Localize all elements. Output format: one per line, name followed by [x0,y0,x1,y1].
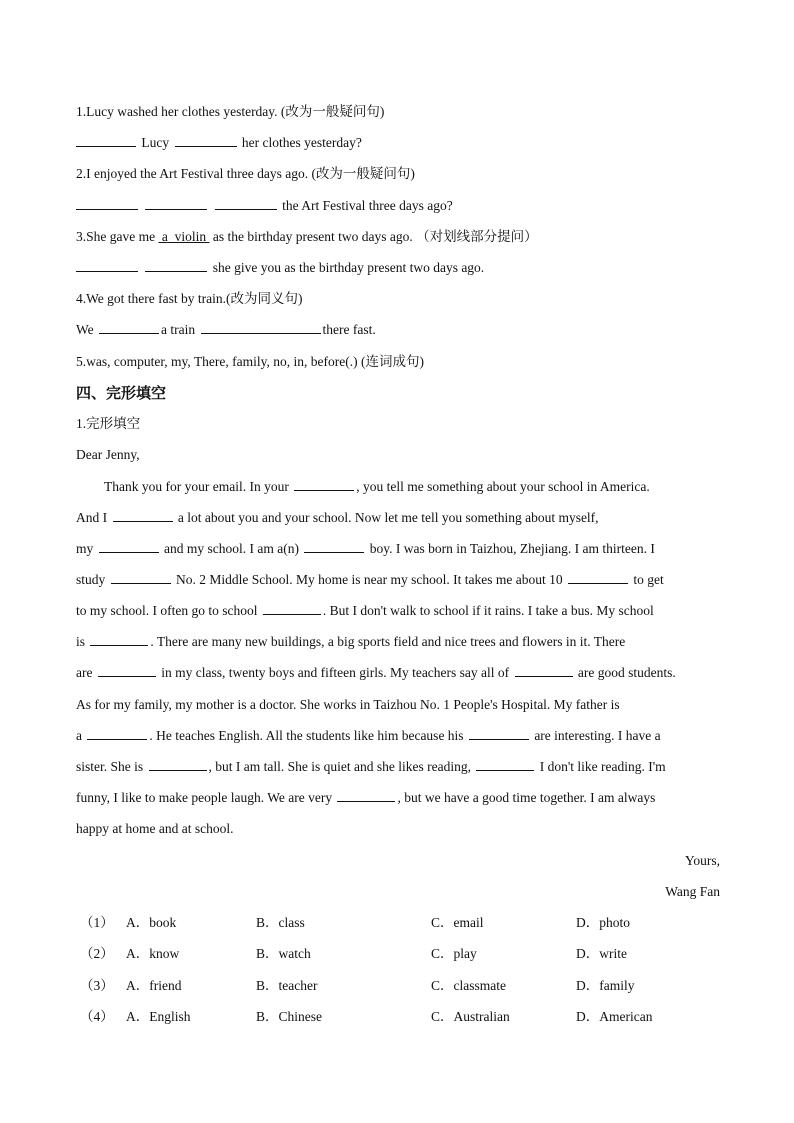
q4-tail-text: there fast. [322,322,376,337]
cloze-blank-8[interactable] [90,633,148,646]
letter-line-1: Thank you for your email. In your , you tell me something about your school in America. [104,479,650,494]
q3-answer-line [76,259,484,277]
q1-tail-text: her clothes yesterday? [241,135,362,150]
question-number: （3） [80,978,114,993]
q2-answer-line [76,197,453,215]
option-d[interactable]: D．write [576,946,627,961]
cloze-blank-14[interactable] [476,758,534,771]
cloze-blank-6[interactable] [568,571,628,584]
q4-answer-line [76,321,376,339]
cloze-heading: 1.完形填空 [76,416,141,431]
cloze-blank-5[interactable] [111,571,171,584]
letter-line-5: to my school. I often go to school . But I don't walk to school if it rains. I take a bus. My school [76,603,654,618]
letter-line-8: As for my family, my mother is a doctor. She works in Taizhou No. 1 People's Hospital. My father is [76,697,620,712]
q3-prompt-post: as the birthday present two days ago. （对划线部分提问） [209,229,538,244]
answer-blank[interactable] [76,134,136,147]
letter-signature: Wang Fan [665,884,720,899]
letter-line-6: is . There are many new buildings, a big sports field and nice trees and flowers in it. There [76,634,626,649]
letter-line-2: And I a lot about you and your school. Now let me tell you something about myself, [76,510,599,525]
q3-prompt [76,228,538,246]
option-a[interactable]: A．English [126,1009,191,1024]
option-b[interactable]: B．teacher [256,978,318,993]
letter-line-9: a . He teaches English. All the students like him because his are interesting. I have a [76,728,661,743]
option-c[interactable]: C．classmate [431,978,506,993]
q1-prompt: 1.Lucy washed her clothes yesterday. (改为一般疑问句) [76,104,385,119]
option-c[interactable]: C．play [431,946,477,961]
cloze-blank-7[interactable] [263,602,321,615]
q1-mid-text: Lucy [141,135,170,150]
letter-line-10: sister. She is , but I am tall. She is quiet and she likes reading, I don't like reading. I'm [76,759,666,774]
q4-prompt: 4.We got there fast by train.(改为同义句) [76,291,303,306]
option-a[interactable]: A．book [126,915,177,930]
q4-we-text: We [76,322,94,337]
cloze-blank-10[interactable] [515,664,573,677]
answer-blank[interactable] [175,134,237,147]
q4-mid-text: a train [161,322,196,337]
question-number: （4） [80,1009,114,1024]
question-number: （2） [80,946,114,961]
option-row [76,945,726,963]
section-title: 四、完形填空 [76,384,167,402]
cloze-blank-4[interactable] [304,540,364,553]
option-b[interactable]: B．watch [256,946,311,961]
answer-blank[interactable] [215,197,277,210]
cloze-blank-2[interactable] [113,509,173,522]
answer-blank[interactable] [201,321,321,334]
q3-underlined-a: a violin [161,229,207,244]
letter-line-4: study No. 2 Middle School. My home is near my school. It takes me about 10 to get [76,572,664,587]
letter-line-12: happy at home and at school. [76,821,234,836]
option-c[interactable]: C．Australian [431,1009,510,1024]
option-d[interactable]: D．American [576,1009,653,1024]
q3-tail-text: she give you as the birthday present two days ago. [212,260,485,275]
q2-tail-text: the Art Festival three days ago? [282,198,453,213]
q5-prompt: 5.was, computer, my, There, family, no, in, before(.) (连词成句) [76,354,424,369]
q1-answer-line [76,134,362,152]
option-b[interactable]: B．Chinese [256,1009,322,1024]
answer-blank[interactable] [145,197,207,210]
letter-greeting: Dear Jenny, [76,447,140,462]
letter-closing: Yours, [684,853,720,868]
cloze-blank-11[interactable] [87,727,147,740]
option-a[interactable]: A．know [126,946,180,961]
option-d[interactable]: D．family [576,978,635,993]
q2-prompt: 2.I enjoyed the Art Festival three days ago. (改为一般疑问句) [76,166,415,181]
option-row [76,977,726,995]
question-number: （1） [80,915,114,930]
cloze-blank-15[interactable] [337,789,395,802]
option-d[interactable]: D．photo [576,915,630,930]
cloze-blank-13[interactable] [149,758,207,771]
cloze-blank-9[interactable] [98,664,156,677]
cloze-blank-3[interactable] [99,540,159,553]
option-c[interactable]: C．email [431,915,484,930]
answer-blank[interactable] [145,259,207,272]
option-row [76,914,726,932]
option-row [76,1008,726,1026]
q3-prompt-pre: 3.She gave me [76,229,159,244]
answer-blank[interactable] [99,321,159,334]
answer-blank[interactable] [76,259,138,272]
letter-line-11: funny, I like to make people laugh. We are very , but we have a good time together. I am always [76,790,656,805]
letter-line-7: are in my class, twenty boys and fifteen girls. My teachers say all of are good students. [76,665,676,680]
option-a[interactable]: A．friend [126,978,182,993]
cloze-blank-1[interactable] [294,478,354,491]
answer-blank[interactable] [76,197,138,210]
cloze-blank-12[interactable] [469,727,529,740]
letter-line-3: my and my school. I am a(n) boy. I was born in Taizhou, Zhejiang. I am thirteen. I [76,541,655,556]
option-b[interactable]: B．class [256,915,305,930]
